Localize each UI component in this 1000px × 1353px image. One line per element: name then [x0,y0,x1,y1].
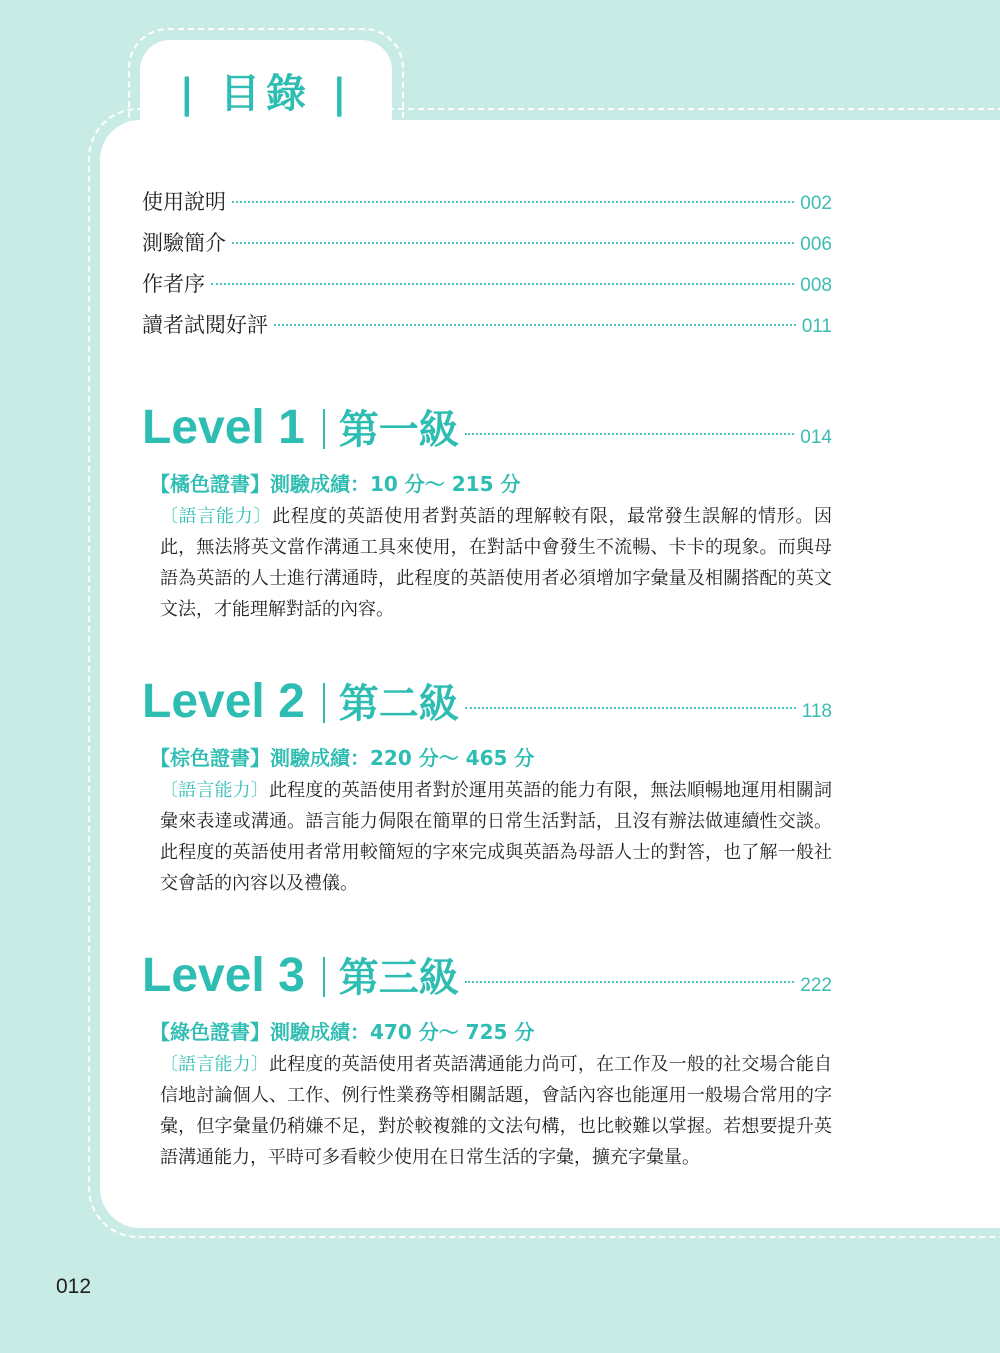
level-number: Level 1 [142,401,305,454]
toc-item[interactable] [142,309,832,350]
level-divider [323,683,325,723]
toc-item[interactable] [142,268,832,309]
level-divider [323,409,325,449]
page-title-text: 目錄 [220,71,312,117]
level-number: Level 3 [142,949,305,1002]
page-number: 012 [56,1275,92,1298]
dot-leader [465,433,795,435]
level-heading[interactable] [142,398,832,458]
level-description [160,775,832,899]
ability-tag: 〔語言能力〕 [160,506,273,527]
level-divider [323,957,325,997]
level-page: 222 [800,975,832,996]
ability-tag: 〔語言能力〕 [160,1054,269,1075]
title-bar-right: | [331,71,353,117]
description-text: 此程度的英語使用者英語溝通能力尚可，在工作及一般的社交場合能自信地討論個人、工作、例行性業務等相關話題，會話內容也能運用一般場合常用的字彙，但字彙量仍稍嫌不足，對於較複雜的文法句構，也比較難以掌握。若想要提升英語溝通能力，平時可多看較少使用在日常生活的字彙，擴充字彙量。 [160,1054,832,1168]
dot-leader [465,981,795,983]
certificate-line: 【橘色證書】測驗成績：10 分～ 215 分 [150,472,521,496]
toc-item-label: 讀者試閱好評 [142,313,268,337]
description-text: 此程度的英語使用者對於運用英語的能力有限，無法順暢地運用相關詞彙來表達或溝通。語言能力侷限在簡單的日常生活對話，且沒有辦法做連續性交談。此程度的英語使用者常用較簡短的字來完成與英語為母語人士的對答，也了解一般社交會話的內容以及禮儀。 [160,780,832,894]
level-page: 014 [800,427,832,448]
description-text: 此程度的英語使用者對英語的理解較有限，最常發生誤解的情形。因此，無法將英文當作溝通工具來使用，在對話中會發生不流暢、卡卡的現象。而與母語為英語的人士進行溝通時，此程度的英語使用者必須增加字彙量及相關搭配的英文文法，才能理解對話的內容。 [160,506,833,620]
toc-item-page: 008 [800,275,832,296]
title-bar-left: | [179,71,201,117]
level-section-1 [142,398,832,625]
level-heading[interactable] [142,946,832,1006]
certificate-line: 【綠色證書】測驗成績：470 分～ 725 分 [150,1020,535,1044]
level-name: 第三級 [338,955,459,1001]
level-number: Level 2 [142,675,305,728]
dot-leader [232,242,794,244]
dot-leader [211,283,794,285]
toc-item-label: 作者序 [142,272,205,296]
toc-item-page: 011 [801,316,832,337]
level-section-3 [142,946,832,1173]
toc-item-page: 006 [800,234,832,255]
level-description [160,1049,832,1173]
dot-leader [232,201,794,203]
level-heading[interactable] [142,672,832,732]
certificate-line: 【棕色證書】測驗成績：220 分～ 465 分 [150,746,535,770]
level-description [160,501,832,625]
level-name: 第二級 [338,681,459,727]
level-section-2 [142,672,832,899]
level-name: 第一級 [338,407,459,453]
toc-list [142,186,832,350]
toc-item-label: 測驗簡介 [142,231,226,255]
dot-leader [274,324,796,326]
level-page: 118 [801,701,832,722]
toc-item-page: 002 [800,193,832,214]
toc-item[interactable] [142,227,832,268]
ability-tag: 〔語言能力〕 [160,780,269,801]
toc-item[interactable] [142,186,832,227]
toc-item-label: 使用說明 [142,190,226,214]
page-title [140,62,392,119]
dot-leader [465,707,796,709]
